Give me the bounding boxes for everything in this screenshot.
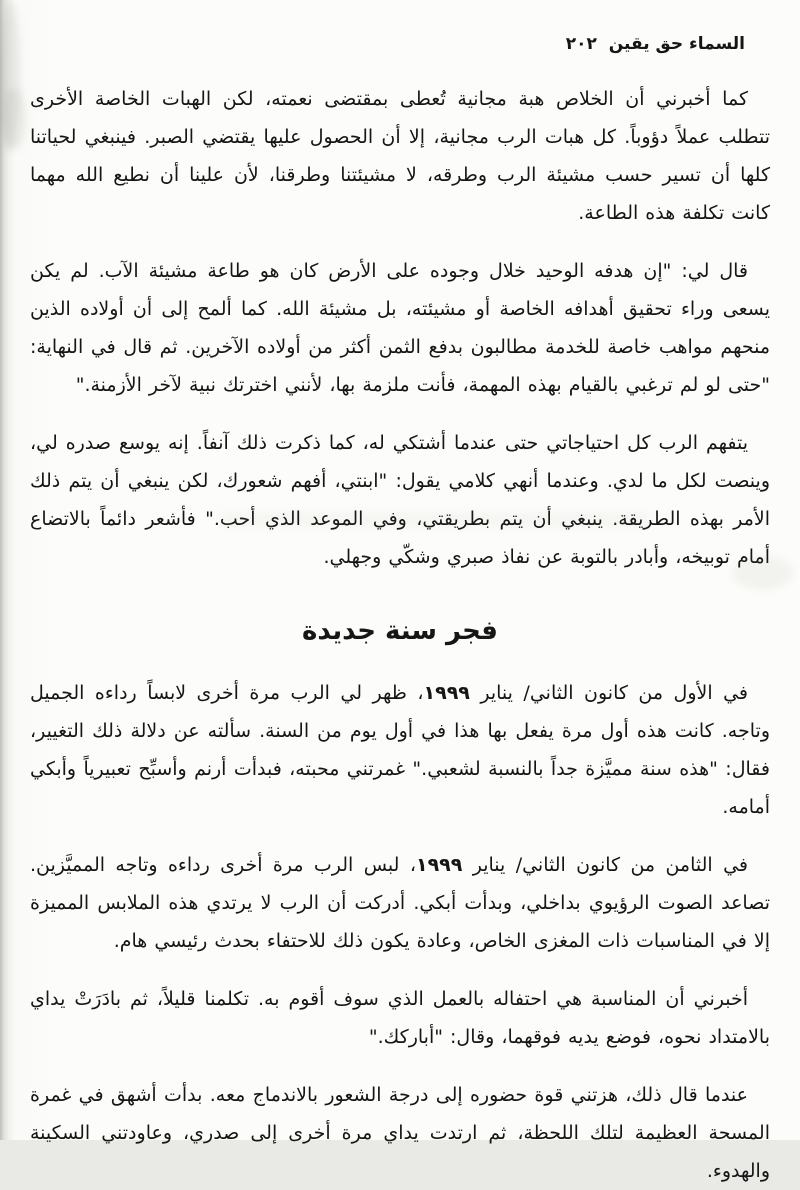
text-run: عندما قال ذلك، هزتني قوة حضوره إلى درجة الشعور بالاندماج معه. بدأت أشهق في غمرة المسحة العظيمة لتلك اللحظة، ثم ارتدت يداي مرة أخرى إلى صدري، وعاودتني السكينة والهدوء. (30, 1084, 770, 1182)
text-run: ، لبس الرب مرة أخرى رداءه وتاجه المميَّزين. تصاعد الصوت الرؤيوي بداخلي، وبدأت أبكي. أدركت أن الرب لا يرتدي هذه الملابس المميزة إلا في المناسبات ذات المغزى الخاص، وعادة يكون ذلك للاحتفاء بحدث رئيسي هام. (30, 854, 770, 952)
scan-artifact (0, 0, 20, 150)
text-run: في الثامن من كانون الثاني/ يناير (462, 854, 748, 876)
paragraph (30, 846, 770, 960)
paragraph (30, 1076, 770, 1190)
paragraph (30, 424, 770, 576)
text-run: قال لي: "إن هدفه الوحيد خلال وجوده على الأرض كان هو طاعة مشيئة الآب. لم يكن يسعى وراء تحقيق أهدافه الخاصة أو مشيئته، بل مشيئة الله. كما ألمح إلى أن أولاده الذين منحهم مواهب خاصة للخدمة مطالبون بدفع الثمن أكثر من أولاده الآخرين. ثم قال في النهاية: "حتى لو لم ترغبي بالقيام بهذه المهمة، فأنت ملزمة بها، لأنني اخترتك نبية لآخر الأزمنة." (30, 260, 770, 396)
paragraph (30, 980, 770, 1056)
text-run: كما أخبرني أن الخلاص هبة مجانية تُعطى بمقتضى نعمته، لكن الهبات الخاصة الأخرى تتطلب عملاً دؤوباً. كل هبات الرب مجانية، إلا أن الحصول عليها يقتضي الصبر. فينبغي لحياتنا كلها أن تسير حسب مشيئة الرب وطرقه، لا مشيئتنا وطرقنا، لأن علينا أن نطيع الله مهما كانت تكلفة هذه الطاعة. (30, 88, 770, 224)
text-run: ، ظهر لي الرب مرة أخرى لابساً رداءه الجميل وتاجه. كانت هذه أول مرة يفعل بها هذا في أول يوم من السنة. سألته عن دلالة ذلك التغيير، فقال: "هذه سنة مميَّزة جداً بالنسبة لشعبي." غمرتني محبته، فبدأت أرنم وأسبِّح تعبيرياً وأبكي أمامه. (30, 682, 770, 818)
page-body (30, 80, 770, 1190)
text-run: أخبرني أن المناسبة هي احتفاله بالعمل الذي سوف أقوم به. تكلمنا قليلاً، ثم بادَرَتْ يداي بالامتداد نحوه، فوضع يديه فوقهما، وقال: "أباركك." (30, 988, 770, 1048)
year-number: ١٩٩٩ (423, 682, 470, 704)
paragraph (30, 252, 770, 404)
year-number: ١٩٩٩ (415, 854, 463, 876)
paragraph (30, 80, 770, 232)
scan-edge-shadow (0, 0, 14, 1140)
text-run: في الأول من كانون الثاني/ يناير (469, 682, 749, 704)
text-run: يتفهم الرب كل احتياجاتي حتى عندما أشتكي له، كما ذكرت ذلك آنفاً. إنه يوسع صدره لي، وينصت لكل ما لدي. وعندما أنهي كلامي يقول: "ابنتي، أفهم شعورك، لكن ينبغي أن يتم ذلك الأمر بهذه الطريقة. ينبغي أن يتم بطريقتي، وفي الموعد الذي أحب." فأشعر دائماً بالاتضاع أمام توبيخه، وأبادر بالتوبة عن نفاذ صبري وشكّي وجهلي. (30, 432, 770, 568)
scan-artifact (1, 88, 27, 150)
running-head (30, 34, 770, 54)
page-number: ٢٠٢ (565, 34, 597, 54)
paragraph (30, 674, 770, 826)
book-title: السماء حق يقين (608, 34, 745, 54)
section-heading: فجر سنة جديدة (302, 616, 498, 646)
